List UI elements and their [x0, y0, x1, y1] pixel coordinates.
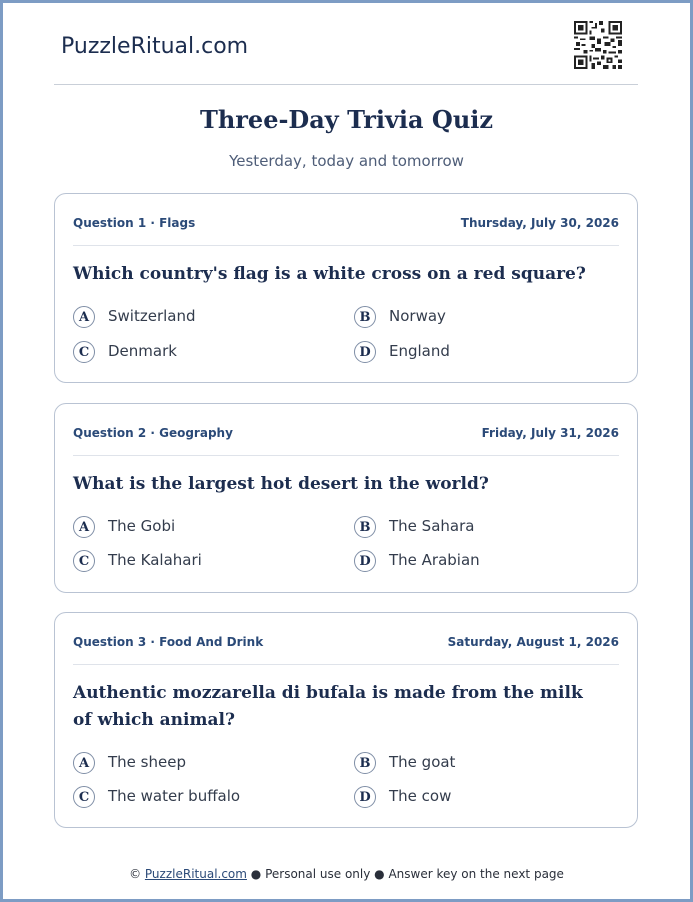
- option-text: The sheep: [108, 753, 186, 771]
- option-letter-badge: D: [354, 786, 376, 808]
- option-letter-badge: C: [73, 550, 95, 572]
- option-text: England: [389, 342, 450, 360]
- question-label: Question 1 · Flags: [73, 216, 196, 230]
- question-card-header: [73, 613, 619, 665]
- question-date: Friday, July 31, 2026: [481, 426, 619, 440]
- qr-code-icon: [574, 21, 622, 69]
- option-letter-badge: B: [354, 516, 376, 538]
- question-date: Thursday, July 30, 2026: [460, 216, 619, 230]
- question-text: Which country's flag is a white cross on a red square?: [73, 264, 586, 284]
- option-text: The Sahara: [389, 517, 475, 535]
- question-card: [54, 403, 638, 593]
- page-subtitle: Yesterday, today and tomorrow: [229, 152, 464, 170]
- option-text: Norway: [389, 307, 446, 325]
- option-text: The water buffalo: [108, 787, 241, 805]
- option-letter-badge: D: [354, 550, 376, 572]
- question-text: Authentic mozzarella di bufala is made from the milk of which animal?: [73, 683, 583, 730]
- copyright-symbol: ©: [129, 867, 142, 881]
- option-letter-badge: A: [73, 516, 95, 538]
- page-header: [54, 17, 638, 85]
- footer-note: ● Personal use only ● Answer key on the next page: [250, 867, 564, 881]
- question-label: Question 3 · Food And Drink: [73, 635, 264, 649]
- option-text: Denmark: [108, 342, 177, 360]
- question-date: Saturday, August 1, 2026: [447, 635, 619, 649]
- brand-name: PuzzleRitual.com: [61, 34, 249, 59]
- option-text: Switzerland: [108, 307, 196, 325]
- option-text: The Arabian: [389, 551, 480, 569]
- question-card: [54, 193, 638, 383]
- question-card-header: [73, 194, 619, 246]
- option-letter-badge: A: [73, 306, 95, 328]
- question-label: Question 2 · Geography: [73, 426, 233, 440]
- option-letter-badge: A: [73, 752, 95, 774]
- question-text: What is the largest hot desert in the world?: [73, 474, 489, 494]
- option-text: The Gobi: [108, 517, 176, 535]
- option-letter-badge: C: [73, 786, 95, 808]
- footer-site-link[interactable]: PuzzleRitual.com: [144, 867, 247, 881]
- option-text: The Kalahari: [108, 551, 202, 569]
- page-footer: [3, 867, 690, 881]
- option-letter-badge: B: [354, 306, 376, 328]
- option-letter-badge: C: [73, 341, 95, 363]
- option-text: The goat: [389, 753, 456, 771]
- option-letter-badge: B: [354, 752, 376, 774]
- option-letter-badge: D: [354, 341, 376, 363]
- page-title: Three-Day Trivia Quiz: [199, 105, 494, 134]
- question-card: [54, 612, 638, 828]
- question-card-header: [73, 404, 619, 456]
- option-text: The cow: [389, 787, 452, 805]
